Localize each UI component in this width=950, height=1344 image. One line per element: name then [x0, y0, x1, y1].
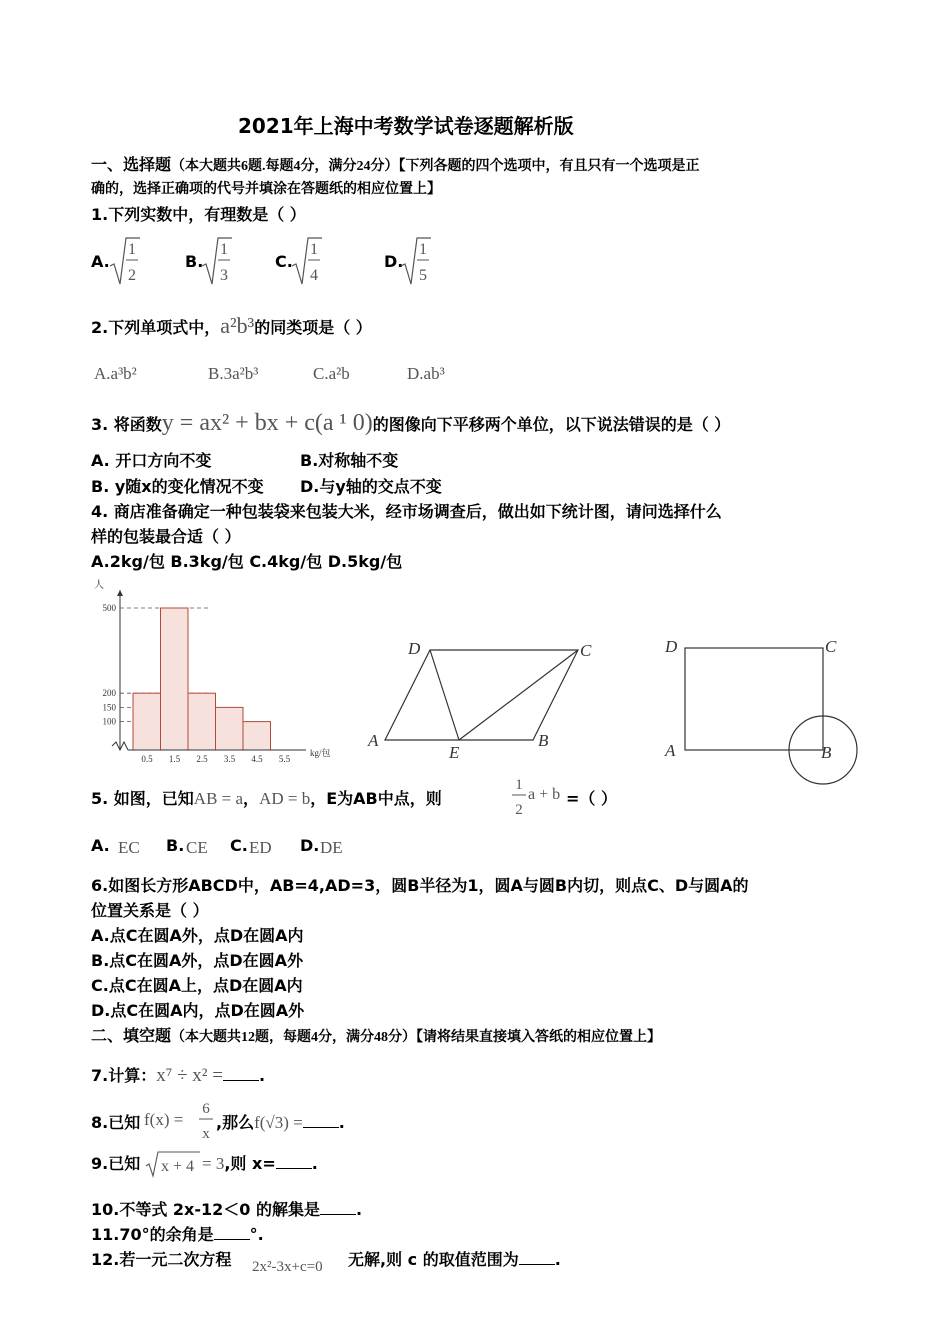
q6-option-c[interactable]: C.点C在圆A上，点D在圆A内	[91, 976, 303, 995]
y-tick-labels	[103, 603, 117, 727]
section2-instruction: 【请将结果直接填入答纸的相应位置上】	[416, 1029, 662, 1045]
q3-stem-post: 的图像向下平移两个单位，以下说法错误的是（ ）	[372, 415, 731, 434]
q3-option-b[interactable]: B.对称轴不变	[300, 451, 399, 470]
q11-post: °.	[249, 1225, 264, 1244]
q12-mid: 无解,则 c 的取值范围为	[348, 1250, 519, 1269]
q5-option-b[interactable]	[166, 836, 184, 855]
histogram-bar-2.5-3.5	[188, 693, 216, 750]
q2-stem	[91, 313, 372, 339]
q11-text: 11.70°的余角是	[91, 1225, 214, 1244]
q1-option-a[interactable]	[91, 252, 110, 271]
segment-de	[430, 650, 459, 740]
q5-fraction	[510, 772, 528, 820]
q12-pre: 12.若一元二次方程	[91, 1250, 232, 1269]
q5-option-d[interactable]	[300, 836, 319, 855]
y-tick-500: 500	[102, 603, 116, 613]
label-b: B	[821, 743, 832, 762]
q4-stem-2: 样的包装最合适（ ）	[91, 527, 241, 546]
q6-stem-1: 6.如图长方形ABCD中，AB=4,AD=3，圆B半径为1，圆A与圆B内切，则点C、D与圆A的	[91, 876, 749, 895]
q11-answer-blank[interactable]	[214, 1225, 250, 1240]
q1-option-b-label: B.	[185, 252, 204, 271]
q3-option-a[interactable]: A. 开口方向不变	[91, 451, 212, 470]
q8-post: .	[338, 1113, 345, 1132]
q1-d-num: 1	[419, 241, 427, 258]
q1-option-b-radical	[200, 236, 232, 288]
q1-option-c-radical	[290, 236, 322, 288]
parallelogram-abcd	[385, 650, 578, 740]
q8-pre: 8.已知	[91, 1113, 141, 1132]
x-tick-0.5: 0.5	[141, 754, 153, 764]
figure-rectangle-circle	[655, 630, 865, 790]
q6-option-b[interactable]: B.点C在圆A外，点D在圆A外	[91, 951, 304, 970]
histogram-chart	[88, 578, 348, 768]
q5-option-d-value: DE	[320, 838, 343, 857]
q2-stem-expr: a²b³	[220, 313, 255, 338]
q1-a-num: 1	[128, 241, 136, 258]
label-b: B	[538, 731, 549, 750]
figure-parallelogram	[360, 632, 600, 762]
histogram-bar-0.5-1.5	[133, 693, 161, 750]
section1-instruction-1: 【下列各题的四个选项中，有且只有一个选项是正	[398, 158, 700, 174]
q12-answer-blank[interactable]	[519, 1250, 555, 1265]
label-c: C	[825, 637, 837, 656]
q1-option-c-label: C.	[275, 252, 293, 271]
q5-option-a-value: EC	[118, 838, 140, 857]
q3-stem-pre: 3. 将函数	[91, 415, 162, 434]
q5-stem-mid: ，E为AB中点，则	[310, 789, 442, 808]
q3-stem	[91, 410, 730, 437]
q5-frac-num: 1	[515, 777, 523, 793]
q7-pre: 7.计算：	[91, 1066, 157, 1085]
q1-c-num: 1	[310, 241, 318, 258]
section1-note: （本大题共6题.每题4分，满分24分）	[171, 159, 399, 174]
x-tick-3.5: 3.5	[223, 754, 236, 764]
q6-option-d[interactable]: D.点C在圆A内，点D在圆A外	[91, 1001, 305, 1020]
q9-post: .	[311, 1154, 318, 1173]
q2-option-d[interactable]: D.ab³	[407, 364, 445, 383]
q7	[91, 1063, 265, 1087]
label-d: D	[408, 639, 421, 658]
q9-pre: 9.已知	[91, 1154, 141, 1173]
q1-d-den: 5	[419, 267, 427, 284]
q9-rest	[202, 1151, 318, 1174]
q5-option-a-label: A.	[91, 836, 110, 855]
q2-option-a[interactable]: A.a³b²	[94, 364, 137, 383]
q8-fraction	[197, 1096, 215, 1144]
q9-radicand: x + 4	[161, 1158, 195, 1175]
q5-option-c-value: ED	[249, 838, 272, 857]
q7-post: .	[258, 1066, 266, 1085]
q8-expr2: f(√3) =	[254, 1113, 303, 1132]
q1-option-d-radical	[399, 236, 431, 288]
q6-option-a[interactable]: A.点C在圆A外，点D在圆A内	[91, 926, 304, 945]
section1-instruction-2: 确的，选择正确项的代号并填涂在答题纸的相应位置上】	[91, 181, 441, 197]
label-c: C	[580, 641, 592, 660]
q5-option-b-label: B.	[166, 836, 185, 855]
q8-answer-blank[interactable]	[303, 1113, 339, 1128]
q10	[91, 1197, 362, 1220]
q5-stem	[91, 786, 442, 809]
section2-note: （本大题共12题，每题4分，满分48分）	[171, 1030, 417, 1045]
q3-option-c[interactable]: B. y随x的变化情况不变	[91, 477, 264, 496]
q1-option-a-label: A.	[91, 252, 110, 271]
q9-radical	[144, 1148, 200, 1178]
q7-expr: x⁷ ÷ x² =	[156, 1065, 223, 1086]
q7-answer-blank[interactable]	[223, 1066, 259, 1081]
q5-frac-den: 2	[515, 802, 523, 818]
rectangle-abcd	[685, 648, 823, 750]
q5-comma: ，	[243, 789, 260, 808]
q5-option-c-label: C.	[230, 836, 248, 855]
q12-rest	[348, 1247, 561, 1270]
q12-expr: 2x²-3x+c=0	[252, 1259, 323, 1275]
q2-option-b[interactable]: B.3a²b³	[208, 364, 259, 383]
q10-text: 10.不等式 2x-12＜0 的解集是	[91, 1200, 320, 1219]
histogram-bar-3.5-4.5	[216, 707, 244, 750]
y-tick-100: 100	[102, 716, 116, 727]
q1-option-a-radical	[108, 236, 140, 288]
label-a: A	[368, 731, 379, 750]
q5-expr-ad: AD = b	[259, 789, 311, 808]
q5-stem-pre: 5. 如图，已知	[91, 789, 194, 808]
histogram-bars	[133, 608, 271, 750]
segment-ec	[459, 650, 578, 740]
section1-title: 一、选择题	[91, 155, 172, 174]
q2-stem-post: 的同类项是（ ）	[254, 318, 372, 337]
q10-answer-blank[interactable]	[320, 1200, 356, 1215]
q1-stem: 1.下列实数中，有理数是（ ）	[91, 205, 306, 224]
q5-expr-ab: AB = a	[193, 789, 244, 808]
histogram-bar-1.5-2.5	[161, 608, 189, 750]
x-tick-labels	[141, 754, 290, 764]
histogram-bar-4.5-5.5	[243, 722, 271, 750]
label-d: D	[665, 637, 678, 656]
x-tick-4.5: 4.5	[251, 754, 263, 764]
q4-stem-1: 4. 商店准备确定一种包装袋来包装大米，经市场调查后，做出如下统计图，请问选择什么	[91, 502, 722, 521]
q1-c-den: 4	[310, 267, 318, 284]
label-e: E	[449, 743, 460, 762]
q4-options[interactable]: A.2kg/包 B.3kg/包 C.4kg/包 D.5kg/包	[91, 552, 403, 571]
q9-mid: ,则 x=	[224, 1154, 276, 1173]
q5-option-b-value: CE	[186, 838, 208, 857]
section2-heading	[91, 1023, 661, 1046]
q9-expr: = 3	[202, 1154, 225, 1173]
x-axis-label: kg/包	[310, 748, 331, 758]
q11	[91, 1222, 264, 1245]
q1-b-num: 1	[220, 241, 228, 258]
q5-expr-sum: a + b	[528, 786, 561, 803]
page-title: 2021年上海中考数学试卷逐题解析版	[238, 114, 574, 138]
q8-mid: ,那么	[216, 1113, 255, 1132]
q8-rest	[216, 1110, 345, 1133]
q8-frac-den: x	[202, 1126, 210, 1142]
q12-post: .	[554, 1250, 561, 1269]
section1-heading	[91, 152, 700, 175]
q5-option-a[interactable]	[91, 836, 110, 855]
x-tick-5.5: 5.5	[278, 754, 291, 764]
q6-stem-2: 位置关系是（ ）	[91, 901, 209, 920]
y-axis-label: 人	[94, 580, 104, 591]
y-tick-200: 200	[102, 688, 116, 699]
q5-option-c[interactable]	[230, 836, 248, 855]
q1-a-den: 2	[128, 267, 136, 284]
q9-answer-blank[interactable]	[276, 1154, 312, 1169]
q3-option-d[interactable]: D.与y轴的交点不变	[300, 477, 442, 496]
q5-option-d-label: D.	[300, 836, 320, 855]
q5-stem-post: =（ ）	[566, 789, 617, 808]
q1-option-d-label: D.	[384, 252, 404, 271]
y-tick-150: 150	[102, 702, 116, 713]
x-tick-2.5: 2.5	[196, 754, 208, 764]
q8-frac-num: 6	[202, 1101, 210, 1117]
label-a: A	[665, 741, 676, 760]
section2-title: 二、填空题	[91, 1026, 172, 1045]
q2-option-c[interactable]: C.a²b	[313, 364, 350, 383]
x-tick-1.5: 1.5	[168, 754, 181, 764]
q10-post: .	[355, 1200, 363, 1219]
y-axis-arrow	[117, 590, 123, 596]
q3-stem-expr: y = ax² + bx + c(a ¹ 0)	[161, 410, 373, 436]
q8-expr1: f(x) =	[144, 1110, 184, 1129]
q1-b-den: 3	[220, 267, 228, 284]
q2-stem-pre: 2.下列单项式中，	[91, 318, 221, 337]
